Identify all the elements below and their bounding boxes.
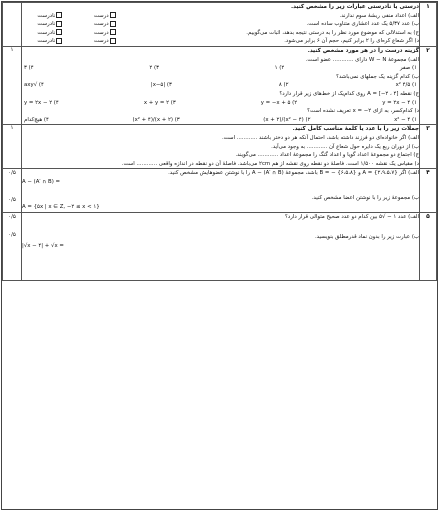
option[interactable]: ۱) x² − ۴ [394, 116, 417, 123]
question-2-title: گزینه درست را در هر مورد مشخص کنید. [307, 47, 419, 54]
option[interactable]: ۲) ۸ [278, 82, 289, 89]
question-2b-options [22, 81, 419, 90]
option[interactable]: ۲) (x² − ۴)/(x + ۲) [263, 116, 311, 123]
fill-blank-item: د) مقیاس یک نقشه ۱/۵۰۰ است. فاصلهٔ دو نقطه روی نقشه از هم ۲cm می‌باشد. فاصلهٔ آن دو نقطه در اندازه واقعی ............ است. [121, 160, 419, 167]
fill-blank-item: ب) از دوران ربع یک دایره حول شعاع آن ............ به وجود می‌آید. [271, 143, 419, 150]
tf-item: الف) اعداد منفی ریشهٔ سوم ندارند. درست نادرست [37, 12, 419, 19]
question-5-row [3, 212, 437, 281]
option[interactable]: ۴) y = ۲x − ۲ [24, 99, 59, 106]
option[interactable]: ۴) هیچ‌کدام [24, 116, 49, 123]
tf-item: ج) به استدلالی که موضوع مورد نظر را به درستی نتیجه بدهد، اثبات می‌گوییم. درست نادرست [37, 29, 419, 36]
option[interactable]: ۳) ۲ [149, 65, 159, 72]
question-5b-answer: |√x − ۴| + √x = [22, 242, 64, 249]
question-score [3, 3, 22, 47]
option[interactable]: ۳) |x−۵| [150, 82, 172, 89]
question-4-body [22, 169, 420, 212]
true-checkbox[interactable] [110, 38, 116, 44]
question-4a-text: الف) اگر {۲،۹،۵،۷} = A و {۶،۵،۸} − = B باشد، مجموعهٔ (A′ ∩ B) − A را با نوشتن عضوهایش مشخص کنید. [168, 170, 419, 177]
question-1-title: درستی یا نادرستی عبارات زیر را مشخص کنید. [291, 4, 419, 10]
question-number: ۳ [420, 125, 437, 169]
fill-blank-item: ج) اجتماع دو مجموعهٔ اعداد گویا و اعداد گنگ را مجموعهٔ اعداد ............ می‌گویند. [235, 152, 419, 159]
option[interactable]: ۲) ۱ [274, 65, 285, 72]
false-checkbox[interactable] [56, 12, 62, 18]
question-2c-text: ج) نقطه A = [−۲ ، ۴] روی کدام‌یک از خط‌های زیر قرار دارد؟ [279, 90, 419, 97]
question-2c-options [22, 99, 419, 108]
true-checkbox[interactable] [110, 12, 116, 18]
option[interactable]: ۲) y = −x + ۵ [260, 99, 298, 106]
question-2b-text: ب) کدام گزینه یک جملهای نمی‌باشد؟ [336, 73, 419, 80]
question-2a-options [22, 64, 419, 73]
question-3-row [3, 125, 437, 169]
question-2-body [22, 46, 420, 124]
option[interactable]: ۱) ۴/۵ x² [395, 82, 417, 89]
question-2d-text: د) کدام‌کسر، به ازای x = −۲ تعریف نشده است؟ [307, 108, 419, 115]
question-score: ۰/۵ ۰/۵ [3, 212, 22, 281]
question-4b-text: ب) مجموعهٔ زیر را با نوشتن اعضا مشخص کنید. [311, 195, 419, 202]
tf-item: ب) عدد ۵/۳۷ یک عدد اعشاری متناوب ساده است. درست نادرست [37, 21, 419, 28]
exam-table [2, 2, 437, 281]
option[interactable]: ۱) صفر [399, 65, 417, 72]
question-number: ۴ [420, 169, 437, 212]
true-checkbox[interactable] [110, 21, 116, 27]
question-2d-options [22, 116, 419, 125]
option[interactable]: ۴) √axy [24, 82, 44, 89]
question-4-row [3, 169, 437, 212]
question-score: ۱ [3, 46, 22, 124]
option[interactable]: ۳) (x + ۲)/(x² + ۴) [132, 116, 180, 123]
question-3-body [22, 125, 420, 169]
option[interactable]: ۳) x + y = ۲ [143, 99, 176, 106]
question-1-body [22, 3, 420, 47]
question-score: ۰/۵ ۰/۵ [3, 169, 22, 212]
question-4b-answer: A = {۵x | x ∈ Z, −۲ ≤ x < ۱} [22, 204, 100, 211]
false-checkbox[interactable] [56, 38, 62, 44]
exam-page [1, 1, 438, 510]
question-2-row [3, 46, 437, 124]
false-checkbox[interactable] [56, 21, 62, 27]
question-number: ۱ [420, 3, 437, 47]
option[interactable]: ۱) y = ۲x − ۴ [382, 99, 417, 106]
question-number: ۵ [420, 212, 437, 281]
question-1-row [3, 3, 437, 47]
true-checkbox[interactable] [110, 29, 116, 35]
question-5a-text: الف) عدد ۱ − √۵ بین کدام دو عدد صحیح متوالی قرار دارد؟ [284, 213, 419, 220]
question-5b-text: ب) عبارت زیر را بدون نماد قدرمطلق بنویسید. [314, 234, 419, 241]
question-4a-answer: A − (A′ ∩ B) = [22, 178, 61, 185]
option[interactable]: ۴) ۳ [24, 65, 34, 72]
false-checkbox[interactable] [56, 29, 62, 35]
tf-item: د) اگر شعاع کره‌ای را ۲ برابر کنیم، حجم آن ۶ برابر می‌شود. درست نادرست [37, 38, 419, 45]
question-score: ۱ [3, 125, 22, 169]
question-3-title: جملات زیر را با عدد یا کلمهٔ مناسب کامل کنید. [292, 126, 419, 133]
question-5-body [22, 212, 420, 281]
question-2a-text: الف) مجموعهٔ W − N دارای ............ عضو است. [305, 56, 419, 63]
fill-blank-item: الف) اگر خانواده‌ای دو فرزند داشته باشد، احتمال آنکه هر دو دختر باشند ............ است. [221, 134, 419, 141]
question-number: ۲ [420, 46, 437, 124]
